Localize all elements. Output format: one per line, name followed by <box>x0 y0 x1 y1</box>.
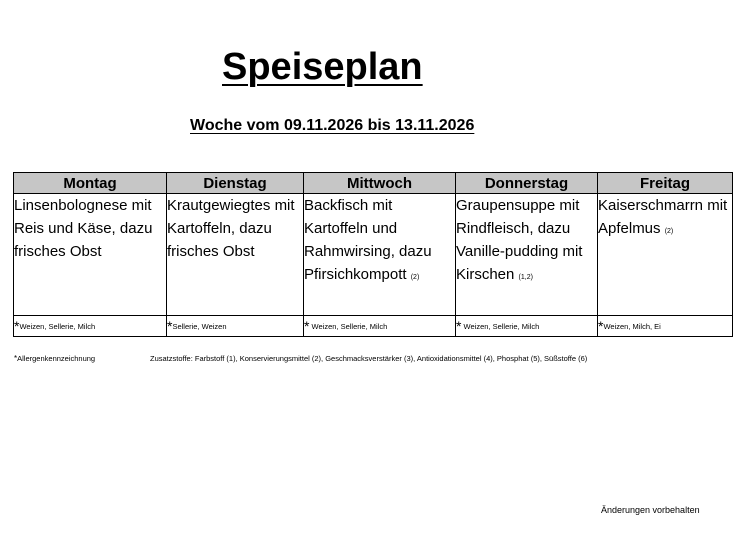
page-title: Speiseplan <box>222 46 423 88</box>
allergen-text: Weizen, Sellerie, Milch <box>19 322 96 331</box>
day-header-row <box>14 173 733 194</box>
allergen-cell-tuesday <box>167 316 304 337</box>
allergen-marker: * <box>14 354 18 363</box>
allergen-marker: * <box>456 318 462 334</box>
allergen-text: Sellerie, Weizen <box>172 322 227 331</box>
allergen-row <box>14 316 733 337</box>
additive-note: (2) <box>410 274 420 281</box>
allergen-marker: * <box>304 318 310 334</box>
additives-legend: Zusatzstoffe: Farbstoff (1), Konservierungsmittel (2), Geschmacksverstärker (3), Antioxidationsmittel (4), Phosphat (5), Süßstoffe (6) <box>150 354 588 363</box>
dish-row <box>14 194 733 316</box>
day-header-tuesday: Dienstag <box>167 173 304 194</box>
additive-note: (1,2) <box>518 274 533 281</box>
allergen-marker: * <box>167 318 173 334</box>
day-header-monday: Montag <box>14 173 167 194</box>
dish-cell-monday <box>14 194 167 316</box>
allergen-cell-thursday <box>456 316 598 337</box>
allergen-text: Weizen, Milch, Ei <box>603 322 661 331</box>
week-range-subtitle: Woche vom 09.11.2026 bis 13.11.2026 <box>190 117 475 134</box>
allergen-cell-wednesday <box>304 316 456 337</box>
allergen-text: Weizen, Sellerie, Milch <box>461 322 540 331</box>
day-header-wednesday: Mittwoch <box>304 173 456 194</box>
dish-text: Backfisch mit Kartoffeln und Rahmwirsing, dazu Pfirsichkompott <box>304 197 432 283</box>
changes-reserved-note: Änderungen vorbehalten <box>601 505 700 515</box>
dish-text: Linsenbolognese mit Reis und Käse, dazu frisches Obst <box>14 197 153 260</box>
dish-cell-tuesday <box>167 194 304 316</box>
dish-cell-thursday <box>456 194 598 316</box>
dish-text: Graupensuppe mit Rindfleisch, dazu Vanille-pudding mit Kirschen <box>456 197 583 283</box>
allergen-legend <box>14 354 95 363</box>
day-header-friday: Freitag <box>598 173 733 194</box>
allergen-marker: * <box>598 318 604 334</box>
day-header-thursday: Donnerstag <box>456 173 598 194</box>
allergen-legend-label: Allergenkennzeichnung <box>17 354 96 363</box>
dish-text: Kaiserschmarrn mit Apfelmus <box>598 197 728 237</box>
additive-note: (2) <box>664 228 674 235</box>
dish-cell-wednesday <box>304 194 456 316</box>
dish-cell-friday <box>598 194 733 316</box>
allergen-marker: * <box>14 318 20 334</box>
allergen-cell-monday <box>14 316 167 337</box>
dish-text: Krautgewiegtes mit Kartoffeln, dazu frisches Obst <box>167 197 295 260</box>
menu-table <box>13 172 733 337</box>
allergen-text: Weizen, Sellerie, Milch <box>309 322 388 331</box>
allergen-cell-friday <box>598 316 733 337</box>
